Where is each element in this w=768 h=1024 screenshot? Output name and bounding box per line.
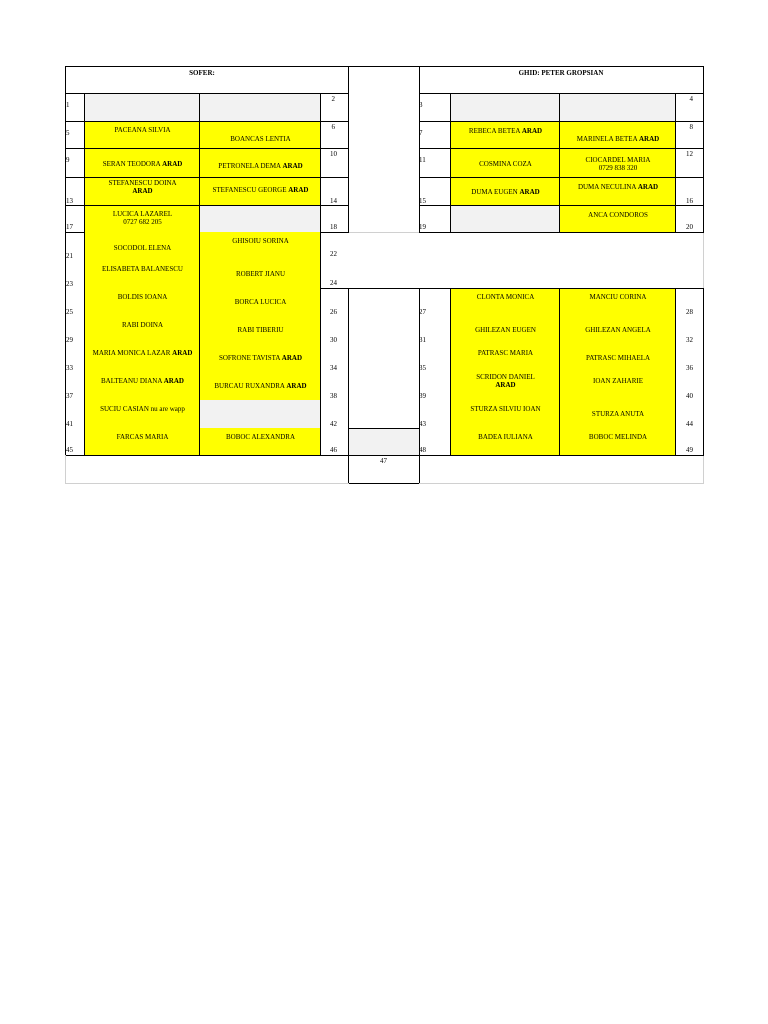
seat-14-name: STEFANESCU GEORGE ARAD	[199, 177, 321, 206]
seat-28-name: MANCIU CORINA	[559, 288, 676, 317]
seat-number-26: 26	[320, 288, 349, 317]
seat-31-name: GHILEZAN EUGEN	[450, 316, 560, 345]
seat-number-10: 10	[320, 148, 349, 178]
seat-21-name: SOCODOL ELENA	[84, 232, 200, 261]
seat-number-21: 21	[65, 232, 84, 261]
seat-32-name: GHILEZAN ANGELA	[559, 316, 676, 345]
seat-number-32: 32	[675, 316, 704, 345]
seat-number-44: 44	[675, 400, 704, 429]
seat-number-45: 45	[65, 428, 84, 456]
aisle-header-box	[348, 66, 420, 233]
seat-24-name: ROBERT JIANU	[199, 260, 321, 289]
footer-left	[65, 455, 349, 484]
seat-number-14: 14	[320, 177, 349, 206]
seat-number-42: 42	[320, 400, 349, 429]
divider	[348, 232, 704, 289]
seat-33-name: MARIA MONICA LAZAR ARAD	[84, 344, 200, 373]
seat-46-name: BOBOC ALEXANDRA	[199, 428, 321, 456]
seat-6-name: BOANCAS LENTIA	[199, 121, 321, 149]
seat-8-name: MARINELA BETEA ARAD	[559, 121, 676, 149]
seat-number-38: 38	[320, 372, 349, 401]
seat-number-29: 29	[65, 316, 84, 345]
seat-number-33: 33	[65, 344, 84, 373]
seat-47-aisle	[348, 428, 420, 456]
seat-number-17: 17	[65, 205, 84, 233]
seat-10-name: PETRONELA DEMA ARAD	[199, 148, 321, 178]
seat-number-19: 19	[419, 205, 451, 233]
seat-2-empty	[199, 93, 321, 122]
seat-number-1: 1	[65, 93, 84, 122]
seat-5-name: PACEANA SILVIA	[84, 121, 200, 149]
right-header-box	[419, 66, 704, 94]
footer-right	[419, 455, 704, 484]
seat-29-name: RABI DOINA	[84, 316, 200, 345]
seat-9-name: SERAN TEODORA ARAD	[84, 148, 200, 178]
seat-number-37: 37	[65, 372, 84, 401]
seat-number-20: 20	[675, 205, 704, 233]
seat-number-8: 8	[675, 121, 704, 149]
seat-4-empty	[559, 93, 676, 122]
seat-43-name: STURZA SILVIU IOAN	[450, 400, 560, 429]
seat-number-36: 36	[675, 344, 704, 373]
seat-35-name: PATRASC MARIA	[450, 344, 560, 373]
seat-44-name: STURZA ANUTA	[559, 400, 676, 429]
seat-48-name: BADEA IULIANA	[450, 428, 560, 456]
seat-25-name: BOLDIS IOANA	[84, 288, 200, 317]
seat-number-46: 46	[320, 428, 349, 456]
seat-number-39: 39	[419, 392, 426, 400]
guide-label: GHID: PETER GROPSIAN	[518, 69, 604, 77]
seat-17-name: LUCICA LAZAREL 0727 682 205	[84, 205, 200, 233]
seat-number-28: 28	[675, 288, 704, 317]
seat-40-name: IOAN ZAHARIE	[559, 372, 676, 401]
seat-number-23: 23	[65, 260, 84, 289]
seat-16-name: DUMA NECULINA ARAD	[559, 177, 676, 206]
seat-34-name: SOFRONE TAVISTA ARAD	[199, 344, 321, 373]
seat-number-24: 24	[320, 260, 349, 289]
seat-number-43: 43	[419, 420, 426, 428]
seat-38-name: BURCAU RUXANDRA ARAD	[199, 372, 321, 401]
seat-number-9: 9	[65, 148, 84, 178]
seat-12-name: CIOCARDEL MARIA 0729 838 320	[559, 148, 676, 178]
seat-number-22: 22	[320, 232, 349, 261]
seat-30-name: RABI TIBERIU	[199, 316, 321, 345]
seat-number-31: 31	[419, 336, 426, 344]
seat-36-name: PATRASC MIHAELA	[559, 344, 676, 373]
seat-11-name: COSMINA COZA	[450, 148, 560, 178]
seat-number-4: 4	[675, 93, 704, 122]
seat-39-name: SCRIDON DANIEL ARAD	[450, 372, 560, 401]
seat-number-13: 13	[65, 177, 84, 206]
seat-number-2: 2	[320, 93, 349, 122]
seat-23-name: ELISABETA BALANESCU	[84, 260, 200, 289]
seat-number-5: 5	[65, 121, 84, 149]
seat-1-empty	[84, 93, 200, 122]
seat-26-name: BORCA LUCICA	[199, 288, 321, 317]
seat-15-name: DUMA EUGEN ARAD	[450, 177, 560, 206]
aisle-lower-box	[348, 288, 420, 429]
seat-number-18: 18	[320, 205, 349, 233]
seat-number-48: 48	[419, 428, 451, 456]
seat-number-47-box: 47	[348, 455, 420, 484]
seat-number-25: 25	[65, 288, 84, 317]
seat-number-16: 16	[675, 177, 704, 206]
seat-37-name: BALTEANU DIANA ARAD	[84, 372, 200, 401]
seat-number-6: 6	[320, 121, 349, 149]
seat-number-35: 35	[419, 364, 426, 372]
seat-22-name: GHISOIU SORINA	[199, 232, 321, 261]
seat-7-name: REBECA BETEA ARAD	[450, 121, 560, 149]
seat-number-11: 11	[419, 148, 451, 178]
seat-number-7: 7	[419, 121, 451, 149]
seat-42-empty	[199, 400, 321, 429]
seat-number-49: 49	[675, 428, 704, 456]
seat-number-27: 27	[419, 288, 451, 317]
seat-18-empty	[199, 205, 321, 233]
seat-45-name: FARCAS MARIA	[84, 428, 200, 456]
seat-27-name: CLONTA MONICA	[450, 288, 560, 317]
seat-19-empty	[450, 205, 560, 233]
driver-label: SOFER:	[189, 69, 215, 77]
seat-number-15: 15	[419, 177, 451, 206]
seat-number-3: 3	[419, 93, 451, 122]
seat-3-empty	[450, 93, 560, 122]
left-header-box	[65, 66, 349, 94]
seat-number-34: 34	[320, 344, 349, 373]
seat-20-name: ANCA CONDOROS	[559, 205, 676, 233]
seat-41-name: SUCIU CASIAN nu are wapp	[84, 400, 200, 429]
seat-13-name: STEFANESCU DOINA ARAD	[84, 177, 200, 206]
seat-number-40: 40	[675, 372, 704, 401]
seat-number-30: 30	[320, 316, 349, 345]
seat-number-41: 41	[65, 400, 84, 429]
seat-49-name: BOBOC MELINDA	[559, 428, 676, 456]
seat-number-12: 12	[675, 148, 704, 178]
